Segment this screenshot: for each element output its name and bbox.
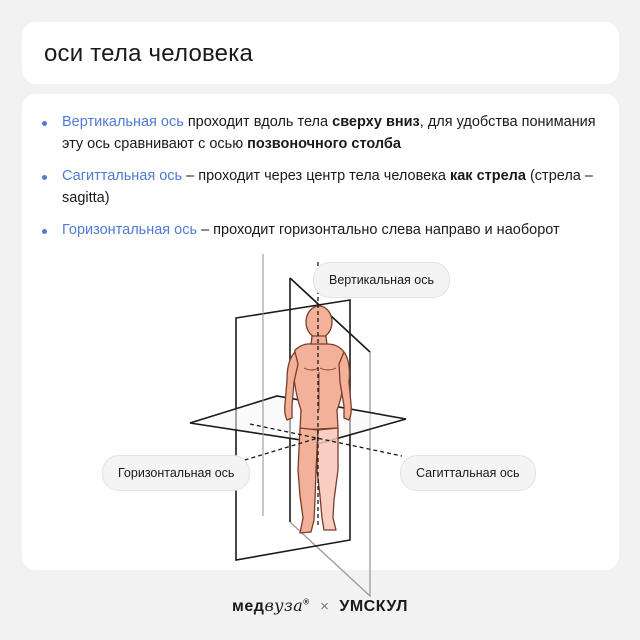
fact-text: , для удобства понимания эту ось сравнивают с осью (62, 114, 596, 152)
medvuza-logo (232, 598, 310, 615)
fact-text: (стрела – sagitta) (62, 168, 593, 206)
fact-term: Сагиттальная ось (62, 168, 183, 184)
cross-icon: × (320, 598, 329, 615)
logo-text: вуза (264, 596, 304, 615)
fact-bold: как стрела (449, 168, 526, 184)
umskul-logo: УМСКУЛ (339, 598, 408, 615)
page-title: оси тела человека (44, 40, 253, 67)
fact-bold: сверху вниз (332, 114, 420, 130)
horizontal-axis-label: Горизонтальная ось (102, 455, 250, 491)
fact-bold: позвоночного столба (247, 136, 401, 152)
fact-text: проходит вдоль тела (183, 114, 333, 130)
fact-text: – проходит через центр тела человека (182, 168, 450, 184)
vertical-axis-label: Вертикальная ось (313, 262, 450, 298)
logo-text: мед (232, 598, 265, 615)
fact-term: Вертикальная ось (62, 114, 184, 130)
fact-term: Горизонтальная ось (62, 222, 198, 238)
horizontal-plane (190, 396, 406, 443)
sagittal-axis-label: Сагиттальная ось (400, 455, 536, 491)
footer-logos (0, 596, 640, 616)
logo-mark: ® (303, 597, 310, 607)
fact-text: – проходит горизонтально слева направо и наоборот (197, 222, 560, 238)
